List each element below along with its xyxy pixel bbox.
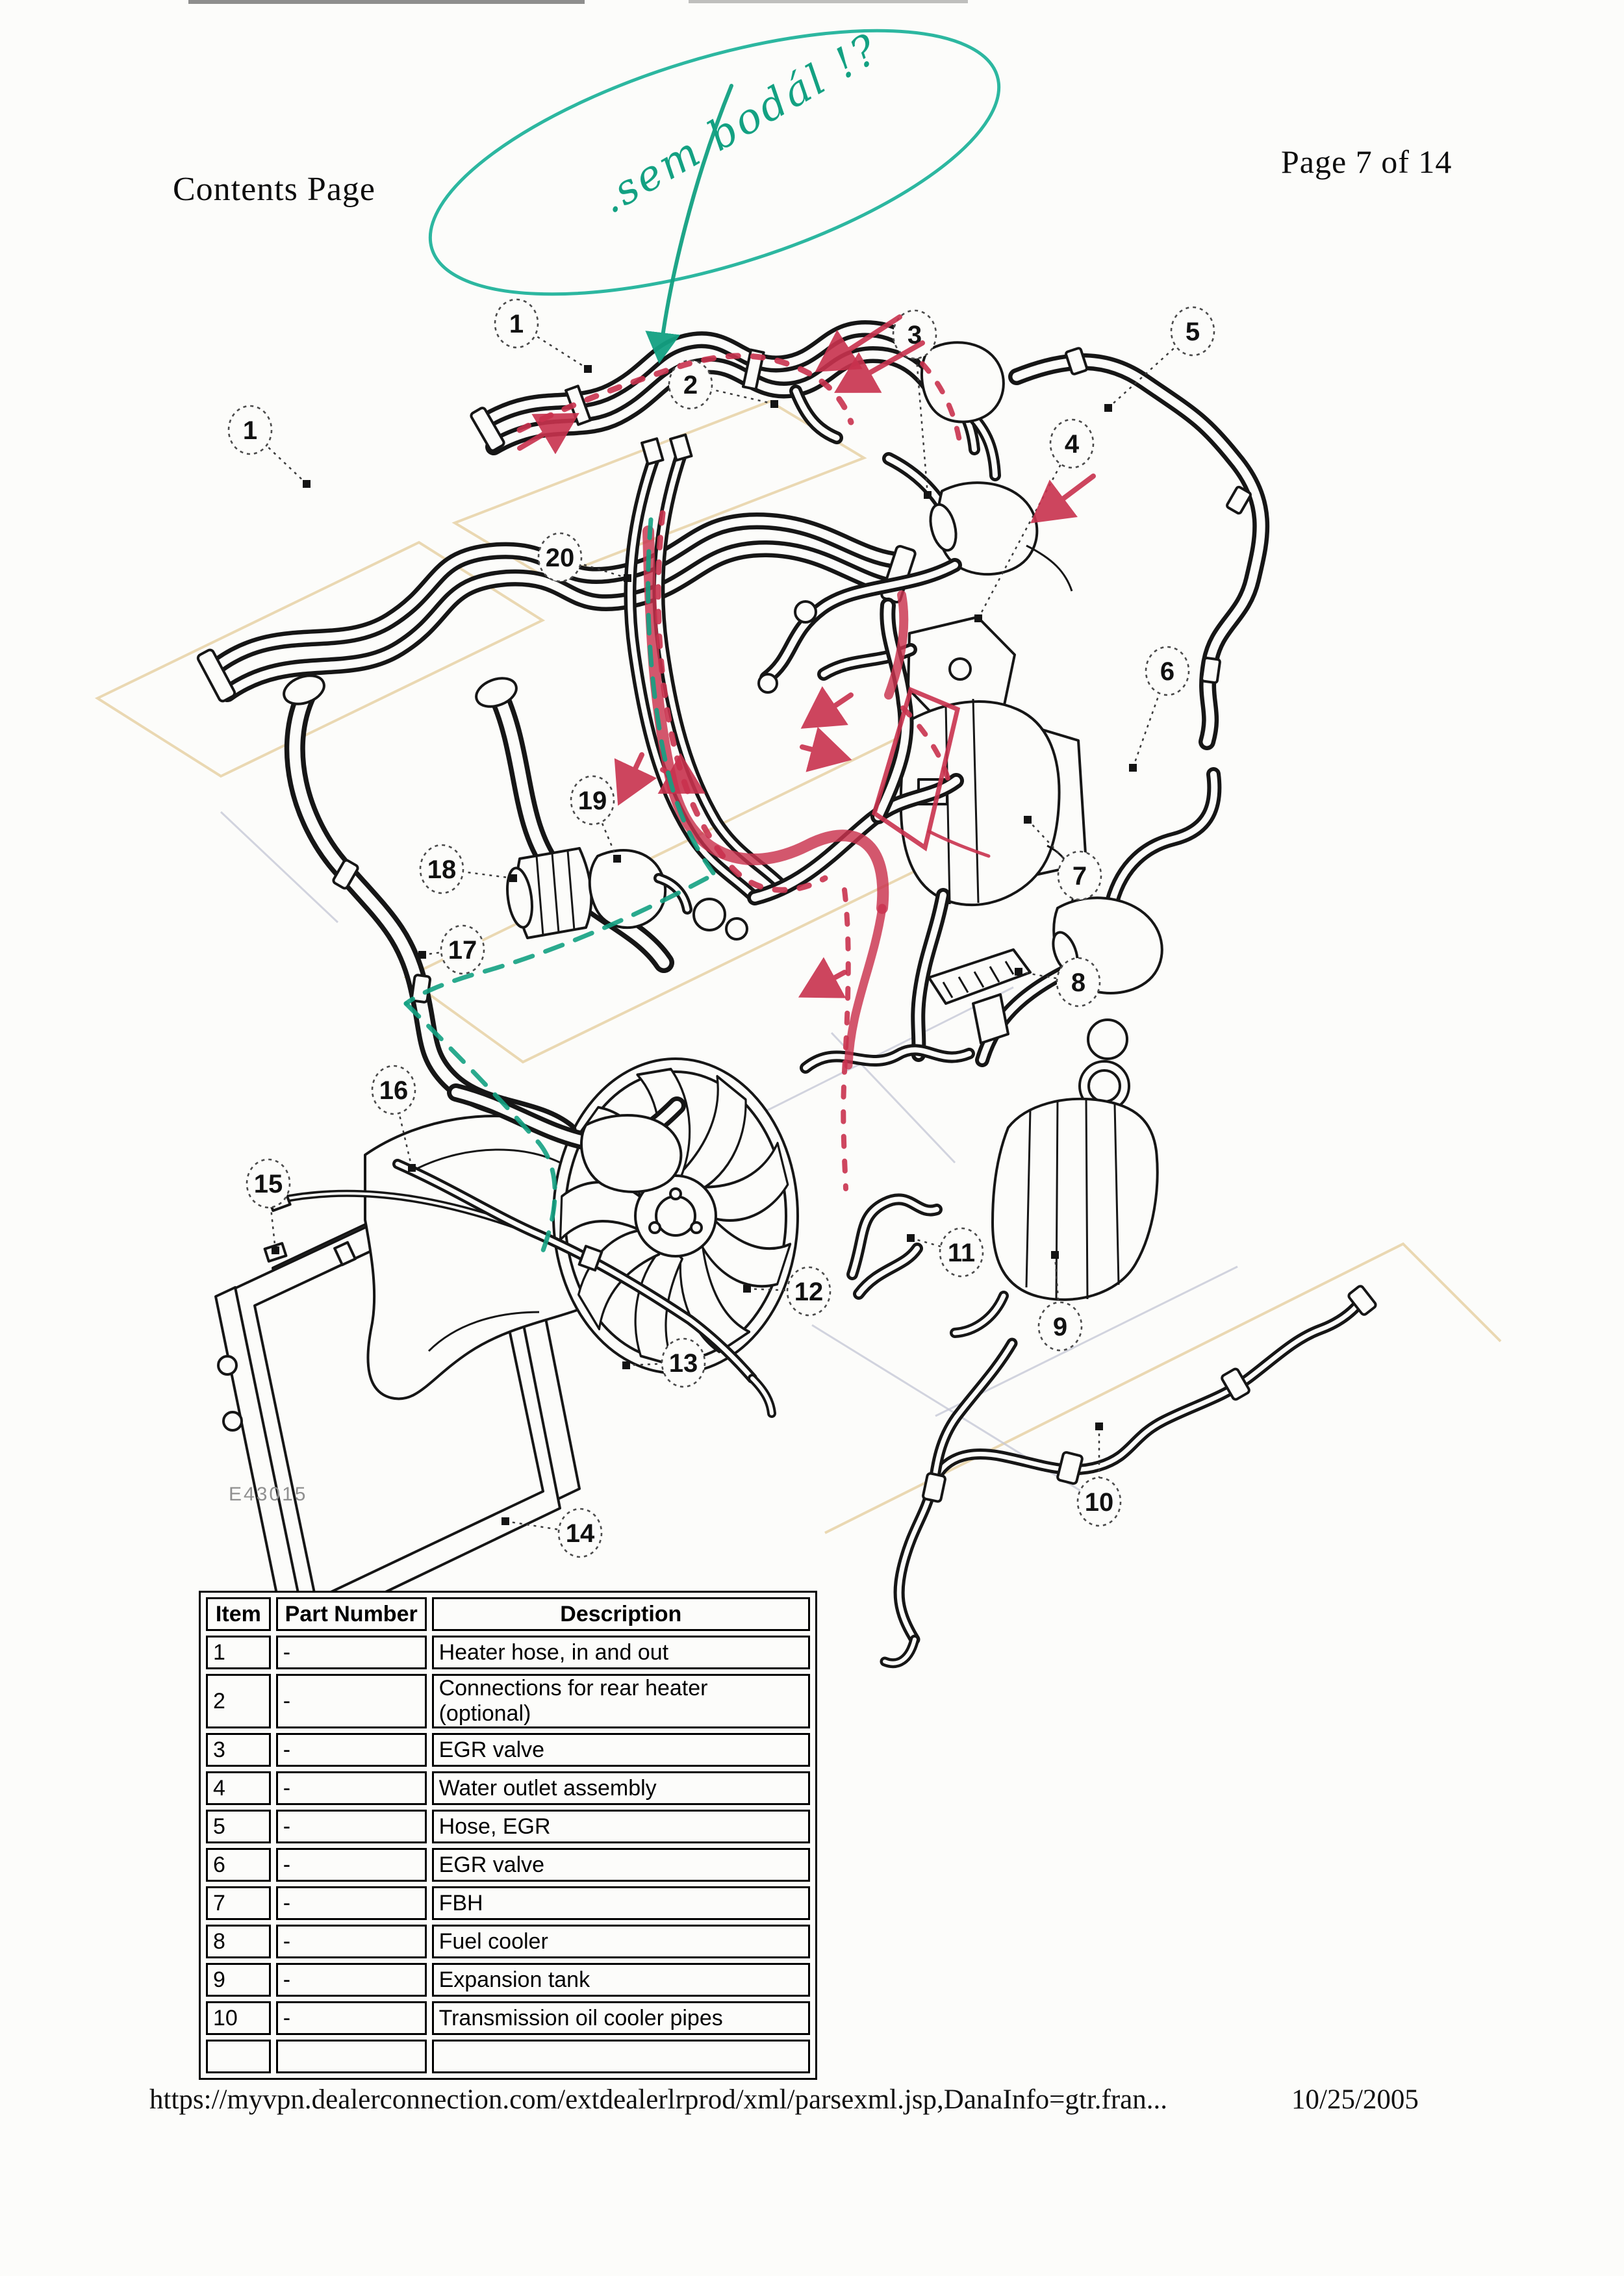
parts-table-container [199,1591,817,2030]
handwritten-note [401,0,1028,356]
cell-item: 2 [206,1674,271,1728]
cell-description: Expansion tank [432,1963,810,1997]
svg-text:18: 18 [427,855,457,884]
table-row [206,2040,810,2073]
cell-description: Heater hose, in and out [432,1636,810,1669]
line-art [197,329,1377,1663]
cell-part-number: - [276,1733,427,1767]
cell-item: 5 [206,1810,271,1843]
callout-1 [229,406,311,488]
svg-text:2: 2 [683,371,698,399]
cell-description: Fuel cooler [432,1925,810,1958]
cell-part-number: - [276,1636,427,1669]
svg-text:11: 11 [947,1239,976,1267]
cell-part-number: - [276,1886,427,1920]
cell-item: 4 [206,1771,271,1805]
col-header-part-number: Part Number [276,1597,427,1631]
cell-description: FBH [432,1886,810,1920]
cell-description: EGR valve [432,1848,810,1882]
source-url: https://myvpn.dealerconnection.com/extdealerlrprod/xml/parsexml.jsp,DanaInfo=gtr.fran... [149,2084,1168,2115]
cell-description: EGR valve [432,1733,810,1767]
table-row [206,1963,810,1997]
svg-text:5: 5 [1185,318,1200,346]
svg-text:3: 3 [907,321,922,349]
svg-text:8: 8 [1071,968,1086,997]
svg-text:7: 7 [1072,862,1087,891]
col-header-item: Item [206,1597,271,1631]
cell-item: 6 [206,1848,271,1882]
table-row [206,2001,810,2035]
cell-item: 7 [206,1886,271,1920]
svg-text:17: 17 [448,936,477,965]
parts-table [199,1591,817,2080]
cell-item [206,2040,271,2073]
table-row [206,1733,810,1767]
cell-description: Hose, EGR [432,1810,810,1843]
cell-part-number: - [276,2001,427,2035]
svg-text:10: 10 [1084,1488,1114,1517]
cell-description: Connections for rear heater (optional) [432,1674,810,1728]
cell-item: 8 [206,1925,271,1958]
green-annotations [401,0,1028,1250]
cell-description [432,2040,810,2073]
svg-text:13: 13 [668,1349,698,1378]
table-row [206,1810,810,1843]
svg-text:6: 6 [1160,657,1175,686]
table-row [206,1925,810,1958]
handwriting-text: .sem bodál !? [592,24,888,223]
cell-part-number: - [276,1963,427,1997]
svg-text:20: 20 [545,544,575,572]
cell-item: 1 [206,1636,271,1669]
page-title: Contents Page [173,171,375,208]
page-number: Page 7 of 14 [1281,144,1453,180]
cell-part-number: - [276,1674,427,1728]
svg-text:9: 9 [1052,1313,1068,1341]
cell-part-number: - [276,1771,427,1805]
table-row [206,1674,810,1728]
cell-description: Transmission oil cooler pipes [432,2001,810,2035]
table-row [206,1886,810,1920]
svg-text:12: 12 [794,1278,824,1306]
cell-part-number: - [276,1810,427,1843]
figure-code: E43015 [229,1484,308,1505]
cell-item: 3 [206,1733,271,1767]
svg-text:15: 15 [253,1170,283,1198]
print-date: 10/25/2005 [1291,2084,1419,2115]
cell-item: 9 [206,1963,271,1997]
svg-text:1: 1 [242,416,258,445]
svg-text:1: 1 [509,310,524,338]
table-row [206,1848,810,1882]
egr-hose-5 [1017,348,1261,742]
table-row [206,1636,810,1669]
callout-1 [495,299,592,373]
transmission-oil-cooler-pipes [885,1285,1377,1663]
cell-part-number: - [276,1848,427,1882]
col-header-description: Description [432,1597,810,1631]
expansion-tank [955,1020,1158,1333]
svg-text:14: 14 [565,1519,595,1548]
callout-18 [420,845,517,893]
callout-6 [1129,647,1189,772]
svg-text:4: 4 [1064,430,1080,459]
cell-item: 10 [206,2001,271,2035]
svg-text:16: 16 [379,1076,409,1105]
svg-text:19: 19 [577,787,607,815]
cell-description: Water outlet assembly [432,1771,810,1805]
cell-part-number: - [276,1925,427,1958]
table-row [206,1771,810,1805]
cell-part-number [276,2040,427,2073]
